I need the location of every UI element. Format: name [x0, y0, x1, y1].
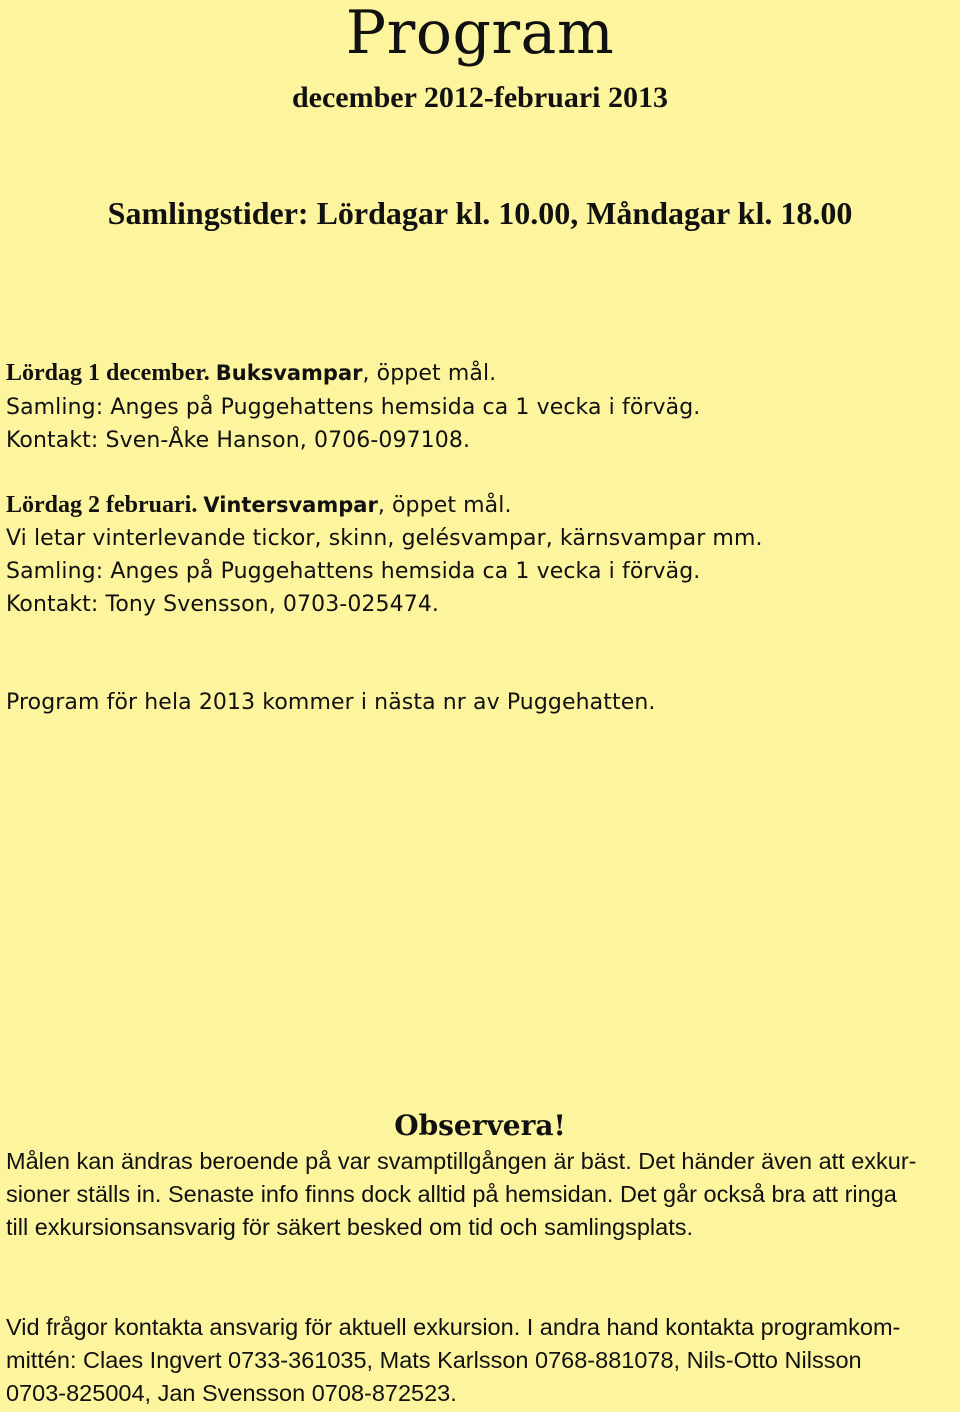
contact-line: mittén: Claes Ingvert 0733-361035, Mats Karlsson 0768-881078, Nils-Otto Nilsson: [6, 1347, 862, 1373]
observera-heading: Observera!: [394, 1109, 566, 1142]
observera-line: Målen kan ändras beroende på var svamptillgången är bäst. Det händer även att exkur-: [6, 1148, 917, 1174]
contact-line: 0703-825004, Jan Svensson 0708-872523.: [6, 1380, 457, 1406]
observera-line: till exkursionsansvarig för säkert besked om tid och samlingsplats.: [6, 1214, 694, 1240]
event-date: Lördag 2 februari.: [6, 492, 198, 518]
meeting-times: Samlingstider: Lördagar kl. 10.00, Måndagar kl. 18.00: [107, 195, 853, 231]
event-detail: Samling: Anges på Puggehattens hemsida ca 1 vecka i förväg.: [6, 559, 701, 584]
event-detail: Kontakt: Tony Svensson, 0703-025474.: [6, 592, 440, 617]
event-suffix: , öppet mål.: [377, 493, 512, 518]
observera-line: sioner ställs in. Senaste info finns dock alltid på hemsidan. Det går också bra att ringa: [6, 1181, 897, 1207]
page-subtitle: december 2012-februari 2013: [291, 81, 669, 114]
event-heading: [6, 357, 496, 390]
event-date: Lördag 1 december.: [6, 360, 210, 386]
program-note: Program för hela 2013 kommer i nästa nr av Puggehatten.: [6, 690, 656, 715]
event-topic: Vintersvampar: [203, 493, 378, 517]
event-detail: Vi letar vinterlevande tickor, skinn, gelésvampar, kärnsvampar mm.: [6, 526, 763, 551]
page-title: Program: [345, 0, 615, 68]
event-heading: [6, 489, 512, 522]
event-topic: Buksvampar: [215, 361, 363, 385]
event-detail: Kontakt: Sven-Åke Hanson, 0706-097108.: [6, 428, 471, 453]
event-detail: Samling: Anges på Puggehattens hemsida ca 1 vecka i förväg.: [6, 395, 701, 420]
contact-line: Vid frågor kontakta ansvarig för aktuell exkursion. I andra hand kontakta programkom-: [6, 1314, 901, 1340]
event-suffix: , öppet mål.: [362, 361, 497, 386]
